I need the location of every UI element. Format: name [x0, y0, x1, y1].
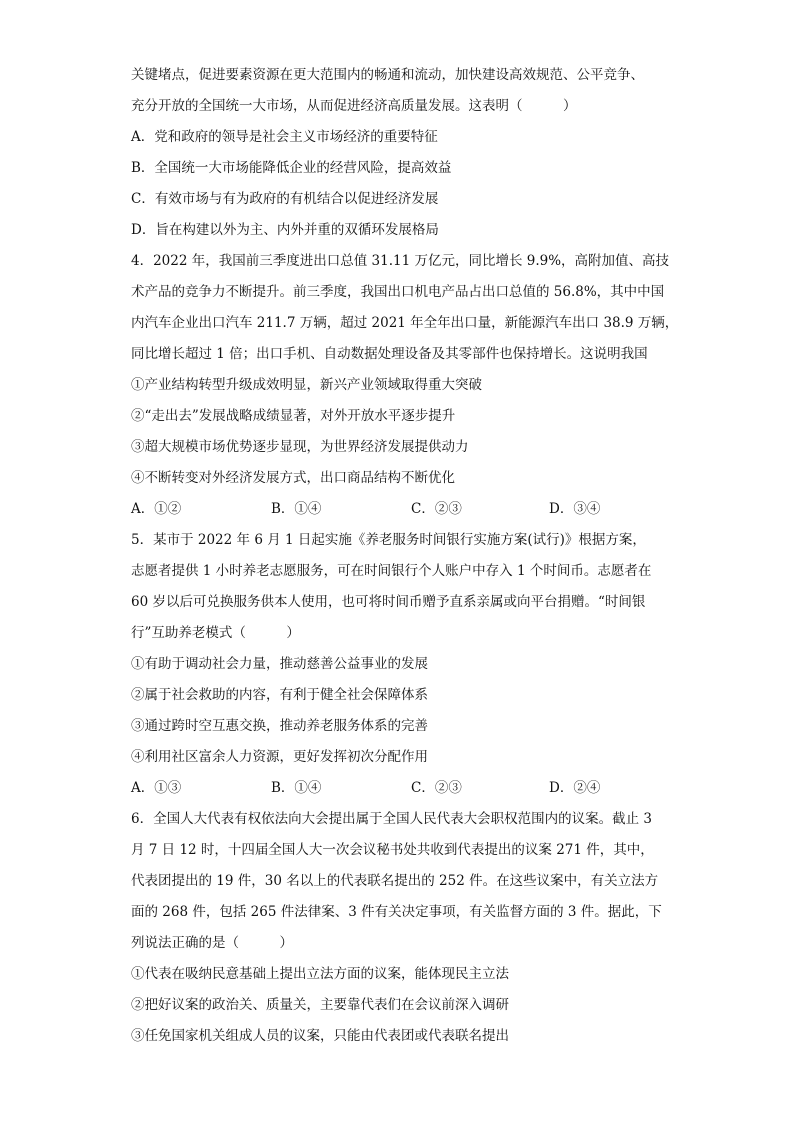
- q5-choice-c: C．②③: [411, 780, 462, 796]
- q4-statement-4: ④不断转变对外经济发展方式，出口商品结构不断优化: [131, 470, 455, 486]
- q5-stem-line-1: 5．某市于 2022 年 6 月 1 日起实施《养老服务时间银行实施方案(试行)》根据方案，: [131, 532, 646, 548]
- q5-stem-line-2: 志愿者提供 1 小时养老志愿服务，可在时间银行个人账户中存入 1 个时间币。志愿者在: [131, 563, 652, 579]
- q6-stem-line-2: 月 7 日 12 时，十四届全国人大一次会议秘书处共收到代表提出的议案 271 件，其中，: [131, 842, 654, 858]
- q5-statement-2: ②属于社会救助的内容，有利于健全社会保障体系: [131, 687, 428, 703]
- q6-stem-line-3: 代表团提出的 19 件，30 名以上的代表联名提出的 252 件。在这些议案中，有关立法方: [131, 873, 659, 889]
- q4-choice-a: A．①②: [131, 501, 182, 517]
- q5-statement-1: ①有助于调动社会力量，推动慈善公益事业的发展: [131, 656, 428, 672]
- q5-choice-b: B．①④: [271, 780, 322, 796]
- q5-stem-line-3: 60 岁以后可兑换服务供本人使用，也可将时间币赠予直系亲属或向平台捐赠。“时间银: [131, 594, 646, 610]
- q5-stem-line-4: 行”互助养老模式（ ）: [131, 625, 300, 641]
- q4-statement-1: ①产业结构转型升级成效明显，新兴产业领域取得重大突破: [131, 377, 482, 393]
- q4-stem-line-4: 同比增长超过 1 倍；出口手机、自动数据处理设备及其零部件也保持增长。这说明我国: [131, 346, 648, 362]
- q4-choice-c: C．②③: [411, 501, 462, 517]
- q4-stem-line-3: 内汽车企业出口汽车 211.7 万辆，超过 2021 年全年出口量，新能源汽车出口 38.9 万辆，: [131, 315, 679, 331]
- q6-stem-line-5: 列说法正确的是（ ）: [131, 935, 293, 951]
- q3-option-c: C．有效市场与有为政府的有机结合以促进经济发展: [131, 191, 439, 207]
- q4-statement-3: ③超大规模市场优势逐步显现，为世界经济发展提供动力: [131, 439, 469, 455]
- q5-choice-d: D．②④: [549, 780, 601, 796]
- q4-choice-d: D．③④: [549, 501, 601, 517]
- q5-choice-a: A．①③: [131, 780, 182, 796]
- q6-stem-line-4: 面的 268 件，包括 265 件法律案、3 件有关决定事项，有关监督方面的 3 件。据此，下: [131, 904, 662, 920]
- q6-statement-3: ③任免国家机关组成人员的议案，只能由代表团或代表联名提出: [131, 1028, 509, 1044]
- q6-statement-1: ①代表在吸纳民意基础上提出立法方面的议案，能体现民主立法: [131, 966, 509, 982]
- q4-choice-b: B．①④: [271, 501, 322, 517]
- q6-statement-2: ②把好议案的政治关、质量关，主要靠代表们在会议前深入调研: [131, 997, 509, 1013]
- q4-stem-line-2: 术产品的竞争力不断提升。前三季度，我国出口机电产品占出口总值的 56.8%，其中中国: [131, 284, 665, 300]
- q4-statement-2: ②“走出去”发展战略成绩显著，对外开放水平逐步提升: [131, 408, 456, 424]
- q3-option-d: D．旨在构建以外为主、内外并重的双循环发展格局: [131, 222, 439, 238]
- q3-option-b: B．全国统一大市场能降低企业的经营风险，提高效益: [131, 160, 452, 176]
- q3-option-a: A．党和政府的领导是社会主义市场经济的重要特征: [131, 129, 438, 145]
- q5-statement-4: ④利用社区富余人力资源，更好发挥初次分配作用: [131, 749, 428, 765]
- q5-statement-3: ③通过跨时空互惠交换，推动养老服务体系的完善: [131, 718, 428, 734]
- q3-stem-line-2: 充分开放的全国统一大市场，从而促进经济高质量发展。这表明（ ）: [131, 98, 577, 114]
- q3-stem-line-1: 关键堵点，促进要素资源在更大范围内的畅通和流动，加快建设高效规范、公平竞争、: [131, 67, 644, 83]
- q4-stem-line-1: 4．2022 年，我国前三季度进出口总值 31.11 万亿元，同比增长 9.9%，高附加值、高技: [131, 253, 670, 269]
- q6-stem-line-1: 6．全国人大代表有权依法向大会提出属于全国人民代表大会职权范围内的议案。截止 3: [131, 811, 652, 827]
